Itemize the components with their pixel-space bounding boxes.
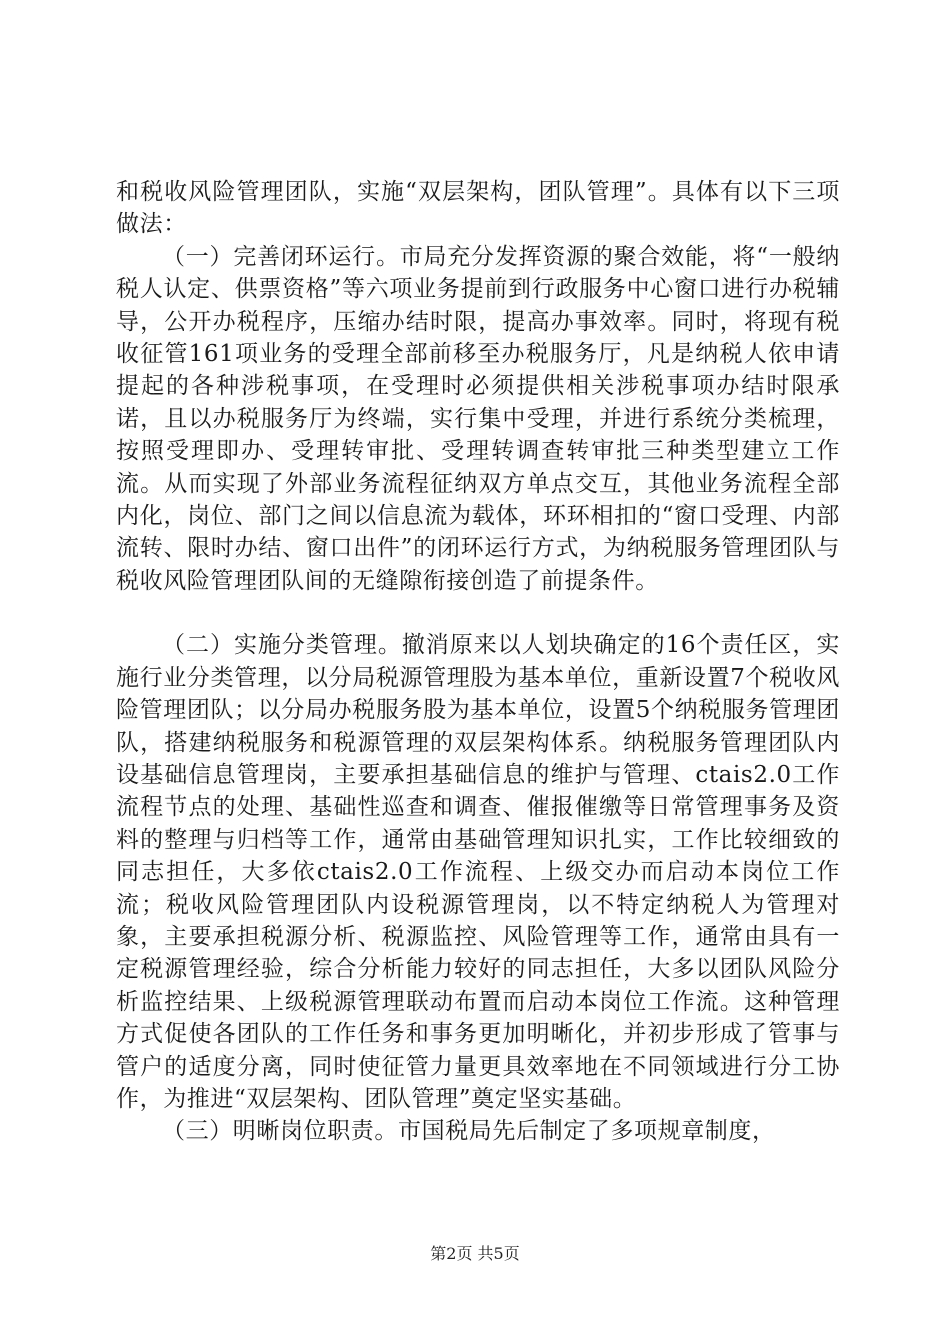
paragraph-intro: 和税收风险管理团队，实施“双层架构，团队管理”。具体有以下三项做法： (116, 179, 840, 238)
paragraph-section-1: （一）完善闭环运行。市局充分发挥资源的聚合效能，将“一般纳税人认定、供票资格”等六项业务提前到行政服务中心窗口进行办税辅导，公开办税程序，压缩办结时限，提高办事效率。同时，将现有税收征管161项业务的受理全部前移至办税服务厅，凡是纳税人依申请提起的各种涉税事项，在受理时必须提供相关涉税事项办结时限承诺，且以办税服务厅为终端，实行集中受理，并进行系统分类梳理，按照受理即办、受理转审批、受理转调查转审批三种类型建立工作流。从而实现了外部业务流程征纳双方单点交互，其他业务流程全部内化，岗位、部门之间以信息流为载体，环环相扣的“窗口受理、内部流转、限时办结、窗口出件”的闭环运行方式，为纳税服务管理团队与税收风险管理团队间的无缝隙衔接创造了前提条件。 (116, 243, 840, 594)
paragraph-section-2: （二）实施分类管理。撤消原来以人划块确定的16个责任区，实施行业分类管理，以分局税源管理股为基本单位，重新设置7个税收风险管理团队；以分局办税服务股为基本单位，设置5个纳税服务管理团队，搭建纳税服务和税源管理的双层架构体系。纳税服务管理团队内设基础信息管理岗，主要承担基础信息的维护与管理、ctais2.0工作流程节点的处理、基础性巡查和调查、催报催缴等日常管理事务及资料的整理与归档等工作，通常由基础管理知识扎实，工作比较细致的同志担任，大多依ctais2.0工作流程、上级交办而启动本岗位工作流；税收风险管理团队内设税源管理岗，以不特定纳税人为管理对象，主要承担税源分析、税源监控、风险管理等工作，通常由具有一定税源管理经验，综合分析能力较好的同志担任，大多以团队风险分析监控结果、上级税源管理联动布置而启动本岗位工作流。这种管理方式促使各团队的工作任务和事务更加明晰化，并初步形成了管事与管户的适度分离，同时使征管力量更具效率地在不同领域进行分工协作，为推进“双层架构、团队管理”奠定坚实基础。 (116, 632, 840, 1112)
document-body (116, 176, 840, 1148)
paragraph-section-3: （三）明晰岗位职责。市国税局先后制定了多项规章制度， (162, 1118, 776, 1145)
paragraph-spacer (116, 597, 840, 629)
page-number-label: 第2页 共5页 (430, 1244, 520, 1263)
page-footer (0, 1244, 950, 1264)
